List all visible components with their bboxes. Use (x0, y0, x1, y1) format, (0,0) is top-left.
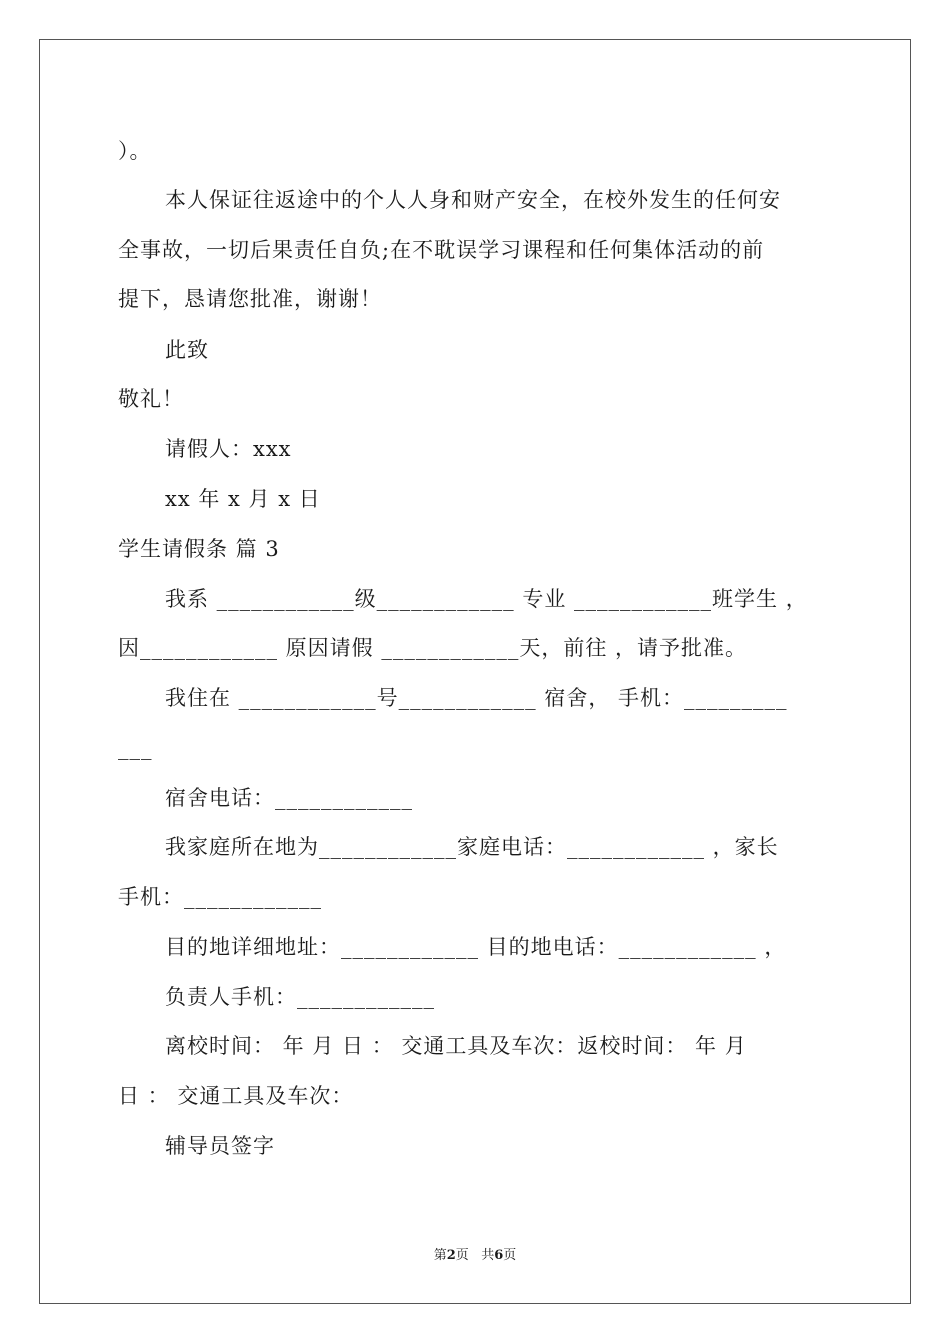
text-line: 负责人手机：____________ (165, 985, 435, 1009)
date-line: xx 年 x 月 x 日 (165, 487, 321, 511)
text-line: 离校时间： 年 月 日 ： 交通工具及车次：返校时间： 年 月 (165, 1034, 747, 1058)
page-prefix: 第 (433, 1248, 447, 1263)
page-suffix: 页 (455, 1248, 469, 1263)
page-number: 2 (446, 1248, 456, 1263)
text-line: 我住在 ____________号____________ 宿舍， 手机：_________ (165, 686, 788, 710)
text-line: 目的地详细地址：____________ 目的地电话：____________ ， (165, 935, 787, 959)
text-line: ）。 (118, 139, 152, 163)
text-line: 辅导员签字 (165, 1134, 275, 1158)
section-heading: 学生请假条 篇 3 (118, 537, 280, 561)
page-border (39, 39, 911, 1304)
signature-line: 请假人：xxx (165, 437, 292, 461)
text-line: 全事故，一切后果责任自负;在不耽误学习课程和任何集体活动的前 (118, 238, 765, 262)
total-prefix: 共 (481, 1248, 495, 1263)
text-line: 我系 ____________级____________ 专业 ____________班学生 ， (165, 587, 808, 611)
text-line: 我家庭所在地为____________家庭电话：____________ ，家长 (165, 835, 779, 859)
text-line: ___ (118, 736, 153, 760)
text-line: 手机：____________ (118, 885, 322, 909)
page-footer (0, 1248, 950, 1264)
text-line: 敬礼！ (118, 387, 184, 411)
text-line: 因____________ 原因请假 ____________天，前往 ，请予批准。 (118, 636, 748, 660)
total-pages: 6 (494, 1248, 504, 1263)
text-line: 本人保证往返途中的个人人身和财产安全，在校外发生的任何安 (165, 188, 781, 212)
text-line: 提下，恳请您批准，谢谢！ (118, 287, 382, 311)
text-line: 此致 (165, 338, 209, 362)
total-suffix: 页 (503, 1248, 517, 1263)
text-line: 日 ： 交通工具及车次： (118, 1084, 354, 1108)
text-line: 宿舍电话：____________ (165, 786, 413, 810)
